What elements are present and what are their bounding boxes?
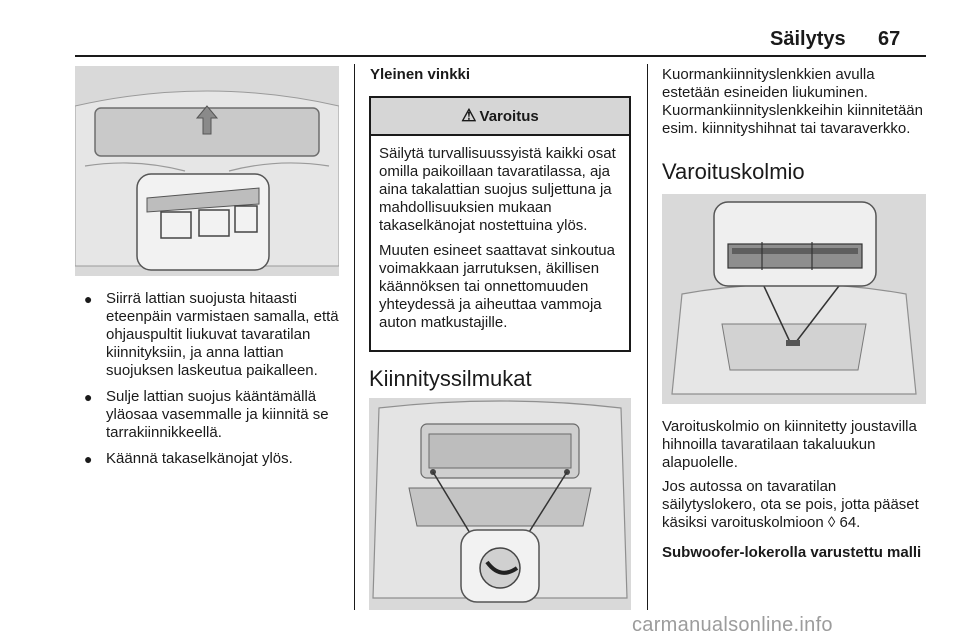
warning-paragraph: Muuten esineet saattavat sinkoutua voimakkaan jarrutuksen, äkillisen käännöksen tai onnettomuuden yhteydessä ja aiheuttaa vammoja auton matkustajille. [379, 242, 615, 331]
section-heading-warning-triangle: Varoituskolmio [662, 159, 805, 184]
floor-cover-illustration [75, 66, 339, 276]
section-heading-lashing-eyes: Kiinnityssilmukat [369, 366, 532, 391]
header-rule [75, 55, 926, 57]
instruction-list [84, 290, 346, 476]
warning-header [371, 98, 629, 136]
warning-triangle-text [662, 418, 928, 538]
paragraph: Jos autossa on tavaratilan säilytyslokero, ota se pois, jotta pääset käsiksi varoituskolmioon ◊ 64. [662, 478, 919, 531]
header-title: Säilytys [770, 28, 846, 50]
lashing-eyes-text: Kuormankiinnityslenkkien avulla estetään esineiden liukuminen. Kuormankiinnityslenkkeihin kiinnitetään esim. kiinnityshihnat tai tavaraverkko. [662, 66, 923, 137]
paragraph: Varoituskolmio on kiinnitetty joustavilla hihnoilla tavaratilaan takaluukun alapuolelle. [662, 418, 917, 471]
list-item: ● Siirrä lattian suojusta hitaasti eteenpäin varmistaen samalla, että ohjauspultit liukuvat tavaratilan kiinnityksiin, ja anna lattian suojuksen laskeutua paikalleen. [84, 290, 339, 379]
watermark: carmanualsonline.info [632, 614, 833, 636]
page-number: 67 [878, 28, 901, 50]
column-divider-left [354, 64, 355, 610]
lashing-eyes-illustration [369, 398, 631, 610]
list-item: ● Sulje lattian suojus kääntämällä yläosaa vasemmalle ja kiinnitä se tarrakiinnikkeellä. [84, 388, 329, 441]
warning-body [371, 136, 629, 332]
warning-title: Varoitus [479, 107, 539, 125]
warning-box [369, 96, 631, 352]
warning-triangle-illustration [662, 194, 926, 404]
subwoofer-subheading: Subwoofer-lokerolla varustettu malli [662, 544, 922, 561]
warning-triangle-icon: ⚠ [461, 106, 477, 125]
tip-heading: Yleinen vinkki [370, 66, 471, 83]
warning-paragraph: Säilytä turvallisuussyistä kaikki osat omilla paikoillaan tavaratilassa, aja aina takalattian suojus suljettuna ja mahdollisuuksien mukaan takaselkänojat nostettuina ylös. [379, 145, 616, 234]
list-item: ● Käännä takaselkänojat ylös. [84, 450, 293, 467]
column-divider-right [647, 64, 648, 610]
